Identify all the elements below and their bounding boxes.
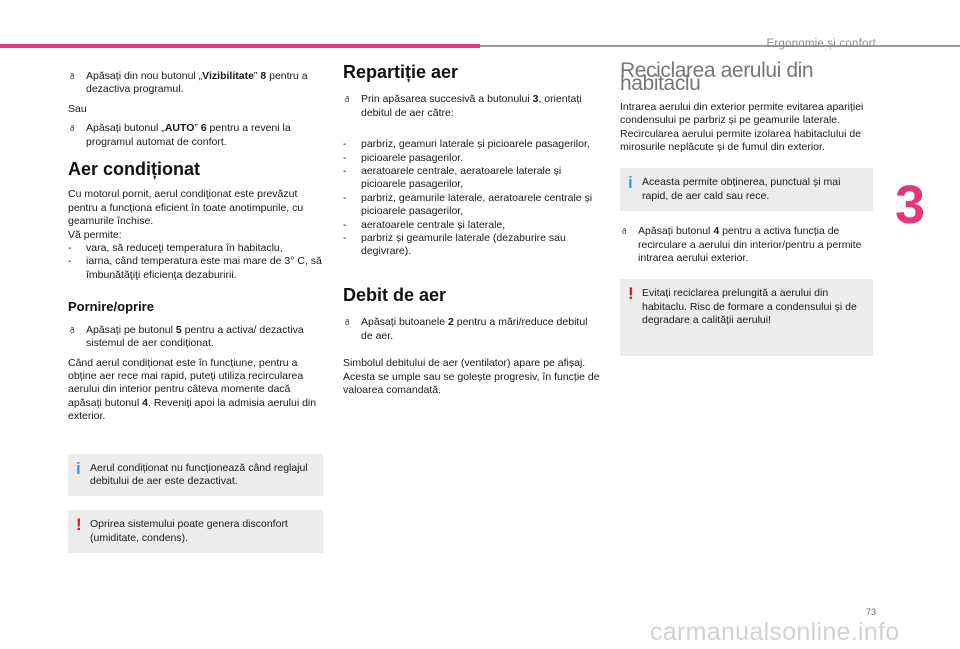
instruction-recirculation: ð Apăsați butonul 4 pentru a activa funcția de recirculare a aerului din interior/pentru a permite intrarea aerului exterior. [620, 225, 873, 265]
warning-icon: ! [628, 284, 634, 304]
info-box: i Aerul condiționat nu funcționează când reglajul debitului de aer este dezactivat. [68, 454, 323, 497]
list-item: - parbriz, geamurile laterale, aeratoarele centrale și picioarele pasagerilor, [343, 192, 601, 219]
list-item: - aeratoarele centrale și laterale, [343, 219, 601, 232]
list-item: - parbriz și geamurile laterale (dezaburire sau degivrare). [343, 232, 601, 259]
section-title: Ergonomie și confort [766, 38, 876, 50]
instruction-auto: ð Apăsați butonul „AUTO” 6 pentru a reveni la programul automat de confort. [68, 122, 323, 149]
airflow-description: Simbolul debitului de aer (ventilator) apare pe afișaj. Acesta se umple sau se golește progresiv, în funcție de valoarea comandată. [343, 357, 600, 396]
ac-recirculation-tip: Când aerul condiționat este în funcțiune, pentru a obține aer rece mai rapid, puteți utiliza recircularea aerului din interior pentru câteva momente dacă apăsați butonul 4. Reveniți apoi la admisia aerului din exterior. [68, 356, 317, 423]
recirculation-description: Intrarea aerului din exterior permite evitarea apariției condensului pe parbriz și pe geamurile laterale. Recircularea aerului permite izolarea habitaclului de mirosurile neplăcute și de fumul din exterior. [620, 100, 864, 154]
distribution-list [343, 138, 601, 259]
column-middle [343, 62, 601, 397]
warning-box: ! Evitați reciclarea prelungită a aerului din habitaclu. Risc de formare a condensului și de degradare a calității aerului! [620, 279, 873, 355]
list-item: - picioarele pasagerilor. [343, 152, 601, 165]
info-icon: i [628, 173, 633, 193]
list-item: - iarna, când temperatura este mai mare de 3° C, să îmbunătăţiţi eficienţa dezaburirii. [68, 255, 323, 282]
header-accent-bar [0, 44, 480, 48]
ac-allows: Vă permite: [68, 228, 122, 241]
list-item: - aeratoarele centrale, aeratoarele laterale și picioarele pasagerilor, [343, 165, 601, 192]
column-right [620, 59, 873, 356]
warning-icon: ! [76, 515, 82, 535]
list-item: - vara, să reduceţi temperatura în habitaclu, [68, 242, 323, 255]
list-item: - parbriz, geamuri laterale și picioarele pasagerilor, [343, 138, 601, 151]
instruction-airflow: ð Apăsați butoanele 2 pentru a mări/reduce debitul de aer. [343, 316, 601, 343]
instruction-visibility: ð Apăsați din nou butonul „Vizibilitate” 8 pentru a dezactiva programul. [68, 70, 323, 97]
instruction-ac-toggle: ð Apăsați pe butonul 5 pentru a activa/ dezactiva sistemul de aer condiționat. [68, 324, 323, 351]
chapter-number: 3 [895, 175, 926, 235]
heading-air-flow: Debit de aer [343, 284, 447, 305]
column-left [68, 70, 323, 553]
page-number: 73 [866, 607, 877, 617]
heading-on-off: Pornire/oprire [68, 299, 154, 315]
info-box: i Aceasta permite obținerea, punctual și mai rapid, de aer cald sau rece. [620, 168, 873, 211]
watermark: carmanualsonline.info [650, 618, 900, 646]
header-rule [480, 45, 960, 47]
ac-intro: Cu motorul pornit, aerul condiţionat este prevăzut pentru a funcționa eficient în toate anotimpurile, cu geamurile închise. [68, 188, 304, 228]
info-icon: i [76, 458, 81, 478]
or-text: Sau [68, 102, 87, 115]
ac-benefits-list [68, 242, 323, 282]
heading-air-recirculation: Reciclarea aerului din habitaclu [620, 59, 814, 96]
warning-box: ! Oprirea sistemului poate genera disconfort (umiditate, condens). [68, 510, 323, 553]
heading-air-conditioning: Aer condiționat [68, 159, 201, 180]
instruction-distribution: ð Prin apăsarea succesivă a butonului 3, orientați debitul de aer către: [343, 93, 601, 120]
heading-air-distribution: Repartiție aer [343, 62, 459, 82]
